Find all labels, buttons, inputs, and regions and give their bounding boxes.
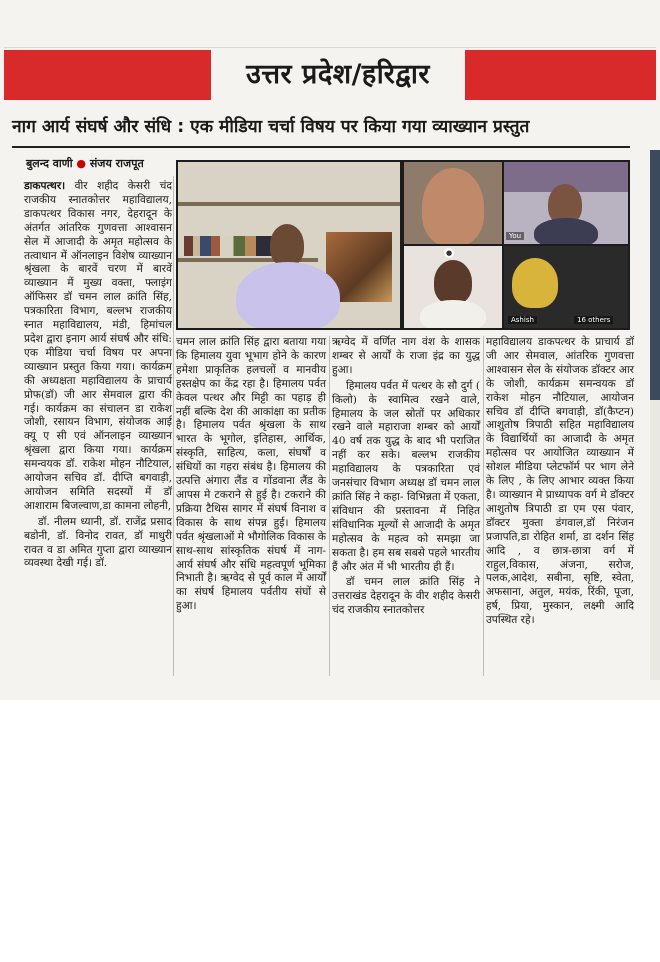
section-masthead: उत्तर प्रदेश/हरिद्वार xyxy=(246,59,430,90)
article-column-3 xyxy=(332,336,480,620)
paragraph xyxy=(332,336,480,378)
byline xyxy=(26,156,144,171)
paragraph xyxy=(332,380,480,575)
column-divider xyxy=(329,336,330,676)
paragraph-text: डॉ. नीलम ध्यानी, डॉ. राजेंद्र प्रसाद बडोनी, डॉ. विनोद रावत, डॉ माधुरी रावत व डा अमित गुप्ता द्वारा व्याख्यान व्यवस्था देखी गई। डॉ. xyxy=(24,515,172,570)
article-column-2 xyxy=(176,336,326,616)
participant-tile-4 xyxy=(504,246,628,328)
participant-tile-2 xyxy=(504,162,628,244)
paragraph xyxy=(24,516,172,572)
byline-source: बुलन्द वाणी xyxy=(26,157,73,170)
paragraph-text: वीर शहीद केसरी चंद राजकीय स्नातकोत्तर महाविद्यालय, डाकपत्थर विकास नगर, देहरादून के अंतर्गत आंतरिक गुणवत्ता आश्वासन सेल में आजादी के अमृत महोत्सव के तत्वाधान में ऑनलाइन विशेष व्याख्यान श्रृंखला के बारवें चरण में बारवें व्याख्यान में मुख्य वक्ता, फ्लाइंग ऑफिसर डॉ चमन लाल क्रांति सिंह, पत्रकारिता विभाग, बल्लभ राजकीय स्नात महाविद्यालय, मंडी, हिमांचल प्रदेश द्वारा इनाग आर्य संघर्ष और संधि: एक मीडिया चर्चा विषय पर अपना व्याख्यान प्रस्तुत किया गया। कार्यक्रम की अध्यक्षता महाविद्यालय के प्राचार्य प्रोफ(डॉ) जी आर सेमवाल द्वारा की गई। कार्यक्रम का संचालन डा राकेश जोशी, रसायन विभाग, संयोजक आई क्यू ए सी एवं ऑनलाइन व्याख्यान श्रृंखला द्वारा किया गया। कार्यक्रम समन्वयक डॉ. राकेश मोहन नौटियाल, आयोजन सचिव डॉ. दीप्ति बगवाड़ी, आयोजन समिति सदस्यों में डॉ आशाराम बिजल्वाण,डा कामना लोहनी, xyxy=(24,180,172,512)
paragraph xyxy=(24,180,172,514)
article-column-4 xyxy=(486,336,634,630)
headline-rule xyxy=(12,146,630,148)
byline-author: संजय राजपूत xyxy=(89,157,144,170)
top-rule xyxy=(4,47,656,48)
label-others: 16 others xyxy=(574,316,613,324)
dateline: डाकपत्थर। xyxy=(24,180,66,192)
speaker-tile xyxy=(178,162,400,328)
participant-tile-1 xyxy=(404,162,502,244)
paragraph-text: महाविद्यालय डाकपत्थर के प्राचार्य डॉ जी आर सेमवाल, आंतरिक गुणवत्ता आश्वासन सेल के संयोजक डॉक्टर आर के जोशी, कार्यक्रम समन्वयक डॉ राकेश मोहन नौटियाल, आयोजन सचिव डॉ दीप्ति बगवाड़ी, डॉ(कैप्टन) आशुतोष त्रिपाठी सहित महाविद्यालय के विद्यार्थियों का आजादी के अमृत महोत्सव पर आयोजित व्याख्यान में सोशल मीडिया प्लेटफॉर्म पर भाग लेने के लिए , के लिए आभार व्यक्त किया है। व्याख्यान मे प्राध्यापक वर्ग मे डॉक्टर आशुतोष त्रिपाठी डा एम एस पंवार, डॉक्टर मुक्ता डंगवाल,डॉ निरंजन प्रजापति,डा रोहित शर्मा, डा दर्शन सिंह आदि , व छात्र-छात्रा वर्ग में राहुल,विकास, अंजना, सरोज, पलक,आदेश, सबीना, सृष्टि, स्वेता, अफसाना, अतुल, मयंक, रिंकी, पूजा, हर्ष, प्रिया, मुस्कान, लक्ष्मी आदि उपस्थित रहे। xyxy=(486,336,634,627)
paragraph-text: चमन लाल क्रांति सिंह द्वारा बताया गया कि हिमालय युवा भूभाग होने के कारण हमेशा प्राकृतिक हलचलों व मानवीय हस्तक्षेप का केंद्र रहा है। हिमालय पर्वत केवल पत्थर और मिट्टी का पहाड़ ही नहीं बल्कि देश की आकांक्षा का प्रतीक है। हिमालय पर्वत श्रृंखला के साथ भारत के भूगोल, इतिहास, आर्थिक, संस्कृति, साहित्य, कला, संघर्षों व संधियों का गहरा संबंध है। हिमालय की उत्पत्ति अंगारा लैंड व गोंडवाना लैंड के आपस मे टकराने से हुई है। टकराने की प्रक्रिया टैथिस सागर में संघर्ष विनाश व विकास के साथ संपन्न हुई। हिमालय पर्वत श्रृंखलाओं मे भौगोलिक विकास के साथ-साथ सांस्कृतिक संघर्ष में नाग-आर्य संघर्ष और संधि महत्वपूर्ण भूमिका निभाती है। ऋग्वेद से पूर्व काल में आर्यों का संघर्ष हिमालय पर्वतीय संघों से हुआ। xyxy=(176,336,326,613)
paragraph xyxy=(176,336,326,614)
column-divider xyxy=(173,176,174,676)
article-headline: नाग आर्य संघर्ष और संधि : एक मीडिया चर्चा विषय पर किया गया व्याख्यान प्रस्तुत xyxy=(12,117,530,137)
label-ashish: Ashish xyxy=(508,316,537,324)
paragraph-text: हिमालय पर्वत में पत्थर के सौ दुर्ग ( किलो) के स्वामित्व रखने वाले, हिमालय के जल स्रोतों पर अधिकार रखने वाले महाराजा शम्बर को आर्यों 40 वर्ष तक युद्ध के बाद भी पराजित नहीं कर सके। बल्लभ राजकीय महाविद्यालय के पत्रकारिता एवं जनसंचार विभाग अध्यक्ष डॉ चमन लाल क्रांति सिंह ने कहा- विभिन्नता में एकता, संविधान की प्रस्तावना में निहित संविधानिक मूल्यों से आजादी के अमृत महोत्सव के महत्व को समझा जा सकता है। हम सब सबसे पहले भारतीय हैं और अंत में भी भारतीय ही हैं। xyxy=(332,379,480,573)
masthead-bar-left xyxy=(4,50,211,100)
participant-tile-3 xyxy=(404,246,502,328)
masthead-bar-right xyxy=(465,50,656,100)
paragraph xyxy=(332,576,480,618)
paragraph-text: ऋग्वेद में वर्णित नाग वंश के शासक शम्बर से आर्यों के राजा इंद्र का युद्ध हुआ। xyxy=(332,336,480,376)
adjacent-page-edge xyxy=(650,400,660,680)
bullet-icon: ● xyxy=(76,157,87,170)
column-divider xyxy=(483,336,484,676)
camera-icon: ● xyxy=(445,249,453,257)
article-column-1 xyxy=(24,180,172,573)
label-you: You xyxy=(506,232,524,240)
video-call-photo xyxy=(176,160,630,330)
paragraph xyxy=(486,336,634,628)
paragraph-text: डॉ चमन लाल क्रांति सिंह ने उत्तराखंड देहरादून के वीर शहीद केसरी चंद राजकीय स्नातकोत्तर xyxy=(332,576,480,617)
